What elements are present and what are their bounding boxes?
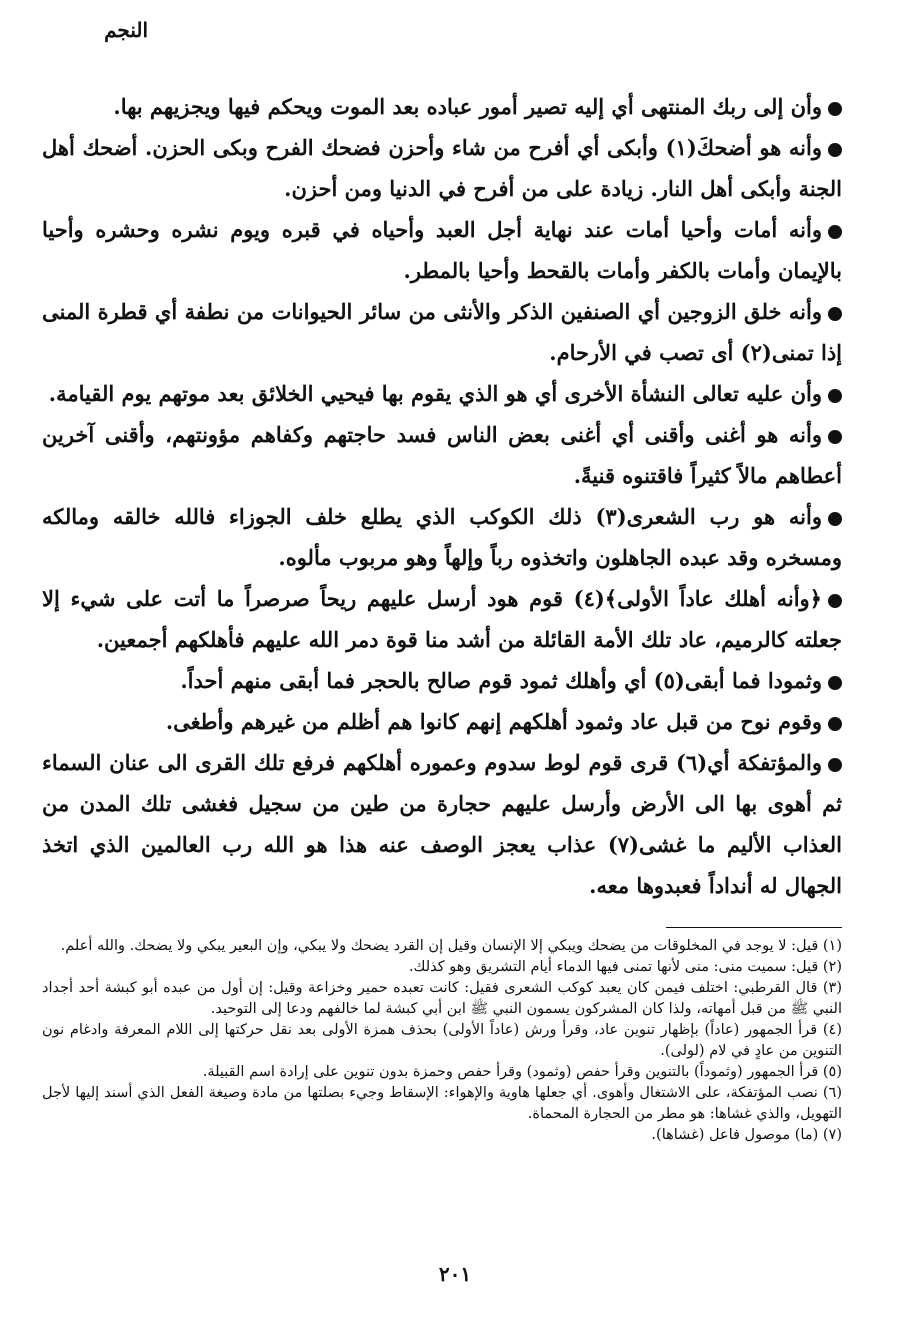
bullet-icon	[828, 225, 842, 239]
paragraph	[42, 414, 842, 496]
bullet-icon	[828, 758, 842, 772]
page-number: ٢٠١	[438, 1262, 472, 1286]
bullet-icon	[828, 102, 842, 116]
paragraph	[42, 373, 842, 414]
bullet-icon	[828, 717, 842, 731]
paragraph	[42, 660, 842, 701]
paragraph-text: وأنه هو أضحكَ(١) وأبكى أي أفرح من شاء وأحزن فضحك الفرح وبكى الحزن. أضحك أهل الجنة وأبكى أهل النار. زيادة على من أفرح في الدنيا ومن أحزن.	[42, 135, 842, 201]
bullet-icon	[828, 389, 842, 403]
bullet-icon	[828, 307, 842, 321]
footnote-divider	[666, 927, 842, 928]
paragraph-text: ﴿وأنه أهلك عاداً الأولى﴾(٤) قوم هود أرسل عليهم ريحاً صرصراً ما أتت على شيء إلا جعلته كالرميم، عاد تلك الأمة القائلة من أشد منا قوة دمر الله عليهم فأهلكهم أجمعين.	[42, 586, 842, 652]
footnote: (٣) قال القرطبي: اختلف فيمن كان يعبد كوكب الشعرى فقيل: كانت تعبده حمير وخزاعة وقيل: إن أول من عبده أبو كبشة أحد أجداد النبي ﷺ من قبل أمهاته، ولذا كان المشركون يسمون النبي ﷺ ابن أبي كبشة لما خالفهم ودعا إلى التوحيد.	[42, 980, 842, 1017]
bullet-icon	[828, 512, 842, 526]
paragraph	[42, 701, 842, 742]
paragraph-text: وأن عليه تعالى النشأة الأخرى أي هو الذي يقوم بها فيحيي الخلائق بعد موتهم يوم القيامة.	[48, 381, 822, 406]
paragraph	[42, 86, 842, 127]
paragraph-text: وأن إلى ربك المنتهى أي إليه تصير أمور عباده بعد الموت ويحكم فيها ويجزيهم بها.	[113, 94, 822, 119]
paragraph-text: وقوم نوح من قبل عاد وثمود أهلكهم إنهم كانوا هم أظلم من غيرهم وأطغى.	[165, 709, 822, 734]
bullet-icon	[828, 430, 842, 444]
paragraph-text: وثمودا فما أبقى(٥) أي وأهلك ثمود قوم صالح بالحجر فما أبقى منهم أحداً.	[180, 668, 822, 693]
paragraph-text: وأنه هو أغنى وأقنى أي أغنى بعض الناس فسد حاجتهم وكفاهم مؤونتهم، وأقنى آخرين أعطاهم مالاً كثيراً فاقتنوه قنيةً.	[42, 422, 842, 488]
paragraph	[42, 127, 842, 209]
footnote: (٧) (ما) موصول فاعل (غشاها).	[651, 1127, 842, 1143]
footnote: (٤) قرأ الجمهور (عاداً) بإظهار تنوين عاد، وقرأ ورش (عاداً الأولى) بحذف همزة الأولى بعد نقل حركتها إلى اللام المعرفة وادغام نون التنوين من عادٍ في لام (لولى).	[42, 1022, 842, 1059]
paragraph-text: وأنه خلق الزوجين أي الصنفين الذكر والأنثى من سائر الحيوانات من نطفة أي قطرة المنى إذا تمنى(٢) أى تصب في الأرحام.	[42, 299, 842, 365]
bullet-icon	[828, 143, 842, 157]
footnote: (١) قيل: لا يوجد في المخلوقات من يضحك ويبكي إلا الإنسان وقيل إن القرد يضحك ولا يبكي، وإن البعير يبكي ولا يضحك. والله أعلم.	[60, 938, 842, 954]
footnote: (٥) قرأ الجمهور (وثموداً) بالتنوين وقرأ حفص (وثمود) وقرأ حفص وحمزة بدون تنوين على إرادة اسم القبيلة.	[202, 1064, 842, 1080]
bullet-icon	[828, 594, 842, 608]
paragraph	[42, 291, 842, 373]
footnote: (٢) قيل: سميت منى: منى لأنها تمنى فيها الدماء أيام التشريق وهو كذلك.	[408, 959, 842, 975]
bullet-icon	[828, 676, 842, 690]
paragraph-text: وأنه هو رب الشعرى(٣) ذلك الكوكب الذي يطلع خلف الجوزاء فالله خالقه ومالكه ومسخره وقد عبده الجاهلون واتخذوه رباً وإلهاً وهو مربوب مألوه.	[42, 504, 842, 570]
paragraph	[42, 578, 842, 660]
paragraph	[42, 742, 842, 906]
paragraph	[42, 209, 842, 291]
paragraph-text: والمؤتفكة أي(٦) قرى قوم لوط سدوم وعموره أهلكهم فرفع تلك القرى الى عنان السماء ثم أهوى بها الى الأرض وأرسل عليهم حجارة من طين من سجيل فغشى تلك المدن من العذاب الأليم ما غشى(٧) عذاب يعجز الوصف عنه هذا هو الله رب العالمين الذي اتخذ الجهال له أنداداً فعبدوها معه.	[42, 750, 842, 898]
paragraph-text: وأنه أمات وأحيا أمات عند نهاية أجل العبد وأحياه في قبره ويوم نشره وحشره وأحيا بالإيمان وأمات بالكفر وأمات بالقحط وأحيا بالمطر.	[42, 217, 842, 283]
paragraph	[42, 496, 842, 578]
footnotes	[42, 936, 842, 1146]
footnote: (٦) نصب المؤتفكة، على الاشتغال وأهوى. أي جعلها هاوية والإهواء: الإسقاط وجيء بصلتها من مادة وصيغة الفعل الذي أسند إليها لأجل التهويل، والذي غشاها: هو مطر من الحجارة المحماة.	[42, 1085, 842, 1122]
surah-title: النجم	[104, 18, 148, 42]
main-text	[42, 86, 842, 906]
